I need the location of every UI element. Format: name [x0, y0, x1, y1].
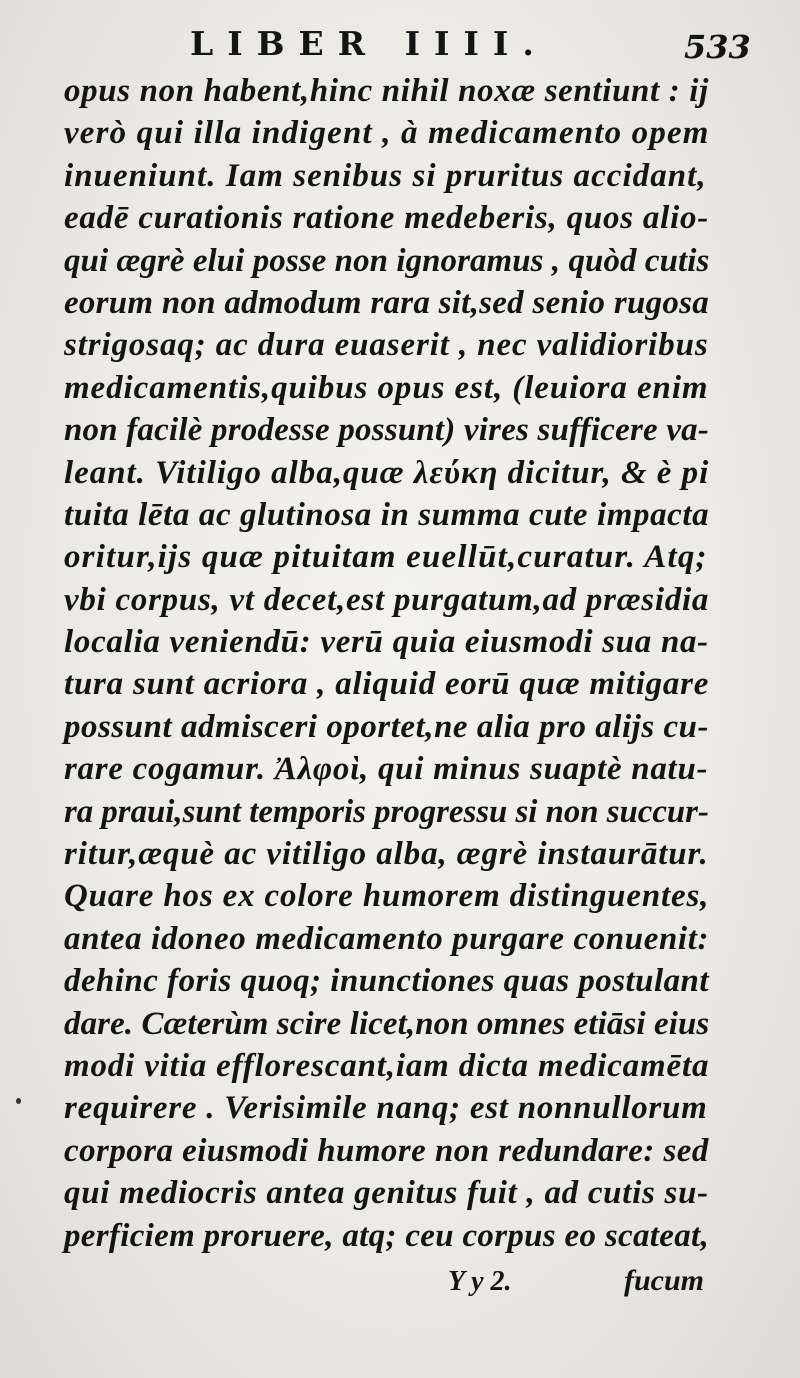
- text-line: qui ægrè elui posse non ignoramus , quòd cutis: [64, 242, 710, 279]
- running-head: [0, 18, 800, 68]
- ink-speck: [16, 1098, 21, 1104]
- body-text: [64, 70, 724, 1257]
- text-line: dare. Cæterùm scire licet,non omnes etiāsi eius: [64, 1005, 710, 1042]
- text-line: tura sunt acriora , aliquid eorū quæ mitigare: [64, 666, 710, 703]
- text-line: opus non habent,hinc nihil noxæ sentiunt : ij: [64, 73, 709, 109]
- text-line: inueniunt. Iam senibus si pruritus accidant,: [64, 157, 707, 194]
- text-line: non facilè prodesse possunt) vires sufficere va-: [64, 412, 710, 449]
- text-line: requirere . Verisimile nanq; est nonnullorum: [64, 1090, 708, 1127]
- text-line: leant. Vitiligo alba,quæ λεύκη dicitur, & è pi: [64, 454, 710, 491]
- running-title: LIBER IIII.: [190, 24, 548, 63]
- text-line: corpora eiusmodi humore non redundare: sed: [64, 1132, 709, 1169]
- text-line: antea idoneo medicamento purgare conuenit:: [64, 920, 710, 957]
- catchword: fucum: [624, 1264, 705, 1297]
- text-line: ra praui,sunt temporis progressu si non succur-: [64, 793, 709, 830]
- text-line: strigosaq; ac dura euaserit , nec validioribus: [64, 327, 709, 364]
- text-line: ritur,æquè ac vitiligo alba, ægrè instaurātur.: [64, 836, 709, 873]
- text-line: eorum non admodum rara sit,sed senio rugosa: [64, 284, 709, 321]
- text-line: modi vitia efflorescant,iam dicta medicamēta: [64, 1047, 710, 1084]
- text-line: verò qui illa indigent , à medicamento opem: [64, 115, 710, 152]
- text-line: eadē curationis ratione medeberis, quos alio-: [64, 200, 710, 237]
- text-line: medicamentis,quibus opus est, (leuiora enim: [64, 369, 709, 406]
- text-line: localia veniendū: verū quia eiusmodi sua na-: [64, 624, 709, 661]
- text-line: oritur,ijs quæ pituitam euellūt,curatur. Atq;: [64, 539, 708, 576]
- page-footer: [0, 1264, 800, 1308]
- signature-mark: Y y 2.: [448, 1266, 512, 1297]
- text-line: Quare hos ex colore humorem distinguentes,: [64, 878, 710, 915]
- text-line: perficiem proruere, atq; ceu corpus eo scateat,: [64, 1217, 710, 1254]
- text-line: tuita lēta ac glutinosa in summa cute impacta: [64, 496, 710, 533]
- text-line: possunt admisceri oportet,ne alia pro alijs cu-: [64, 708, 710, 745]
- text-line: vbi corpus, vt decet,est purgatum,ad præsidia: [64, 581, 710, 618]
- text-line: rare cogamur. Ἀλφοὶ, qui minus suaptè natu-: [64, 751, 709, 788]
- page-number: 533: [684, 28, 751, 66]
- text-line: qui mediocris antea genitus fuit , ad cutis su-: [64, 1175, 709, 1212]
- text-line: dehinc foris quoq; inunctiones quas postulant: [64, 963, 709, 1000]
